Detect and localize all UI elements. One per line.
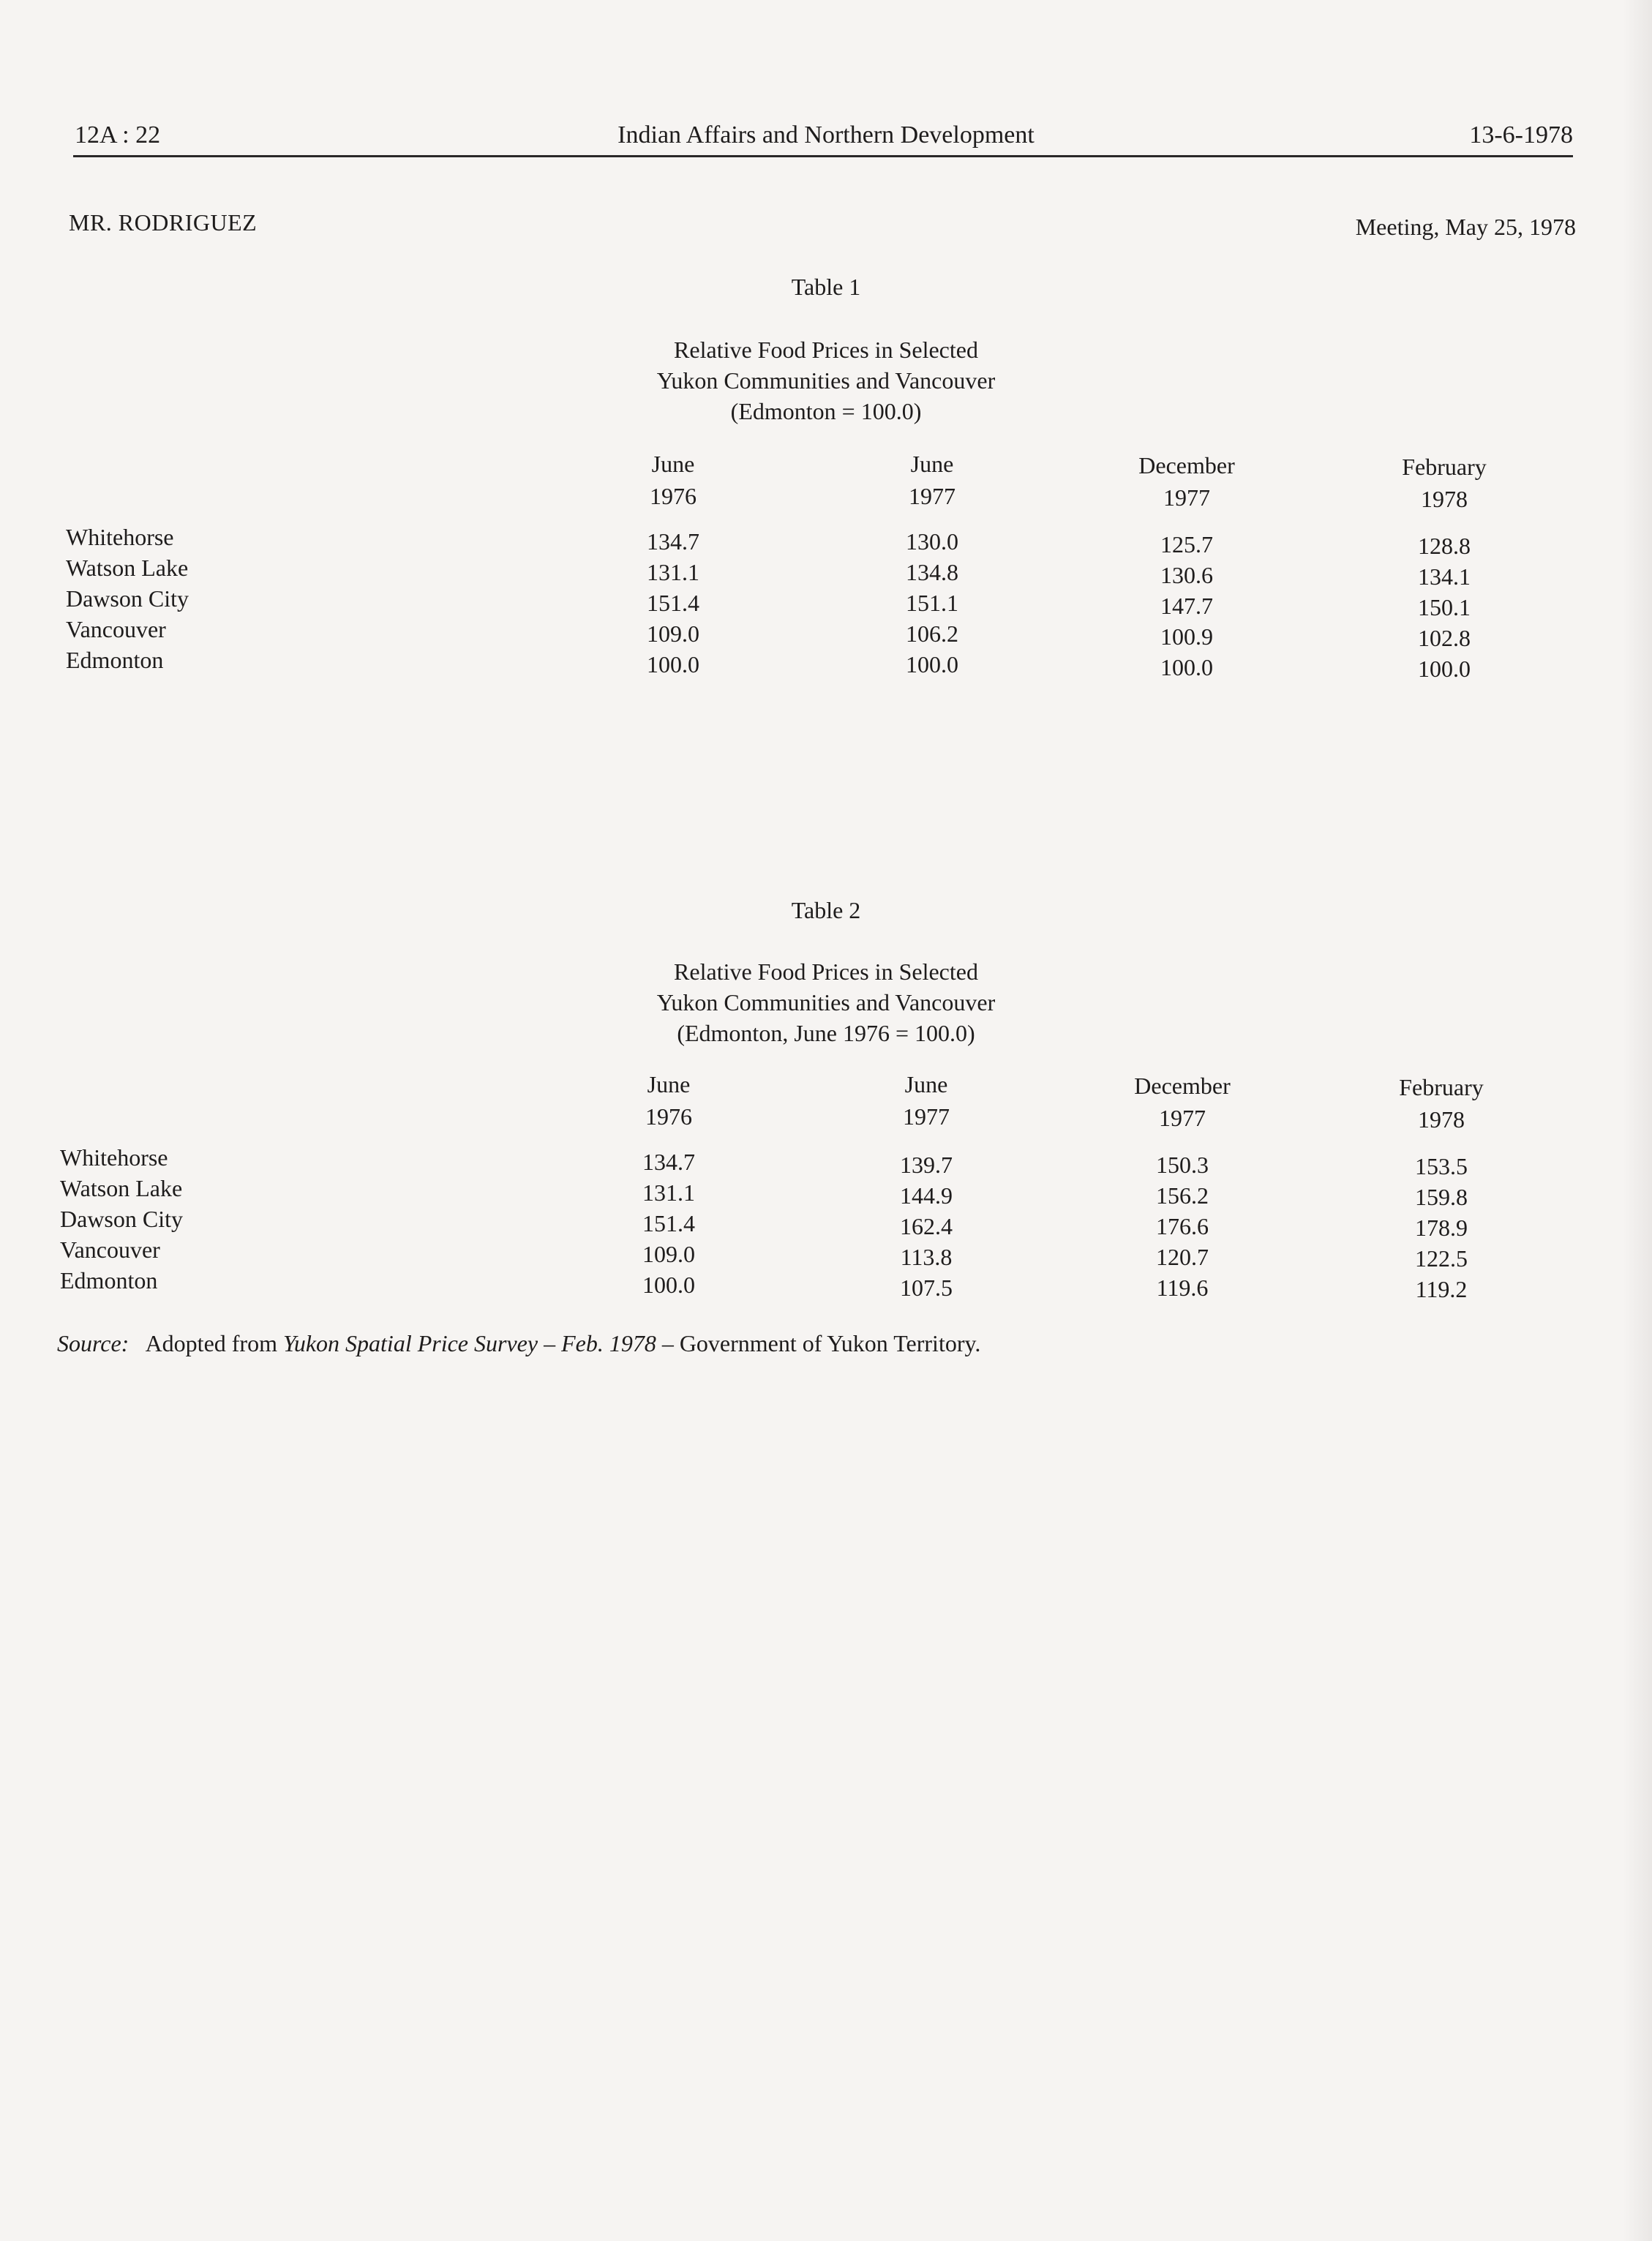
column-month: June — [647, 1071, 691, 1097]
table-cell: 107.5 — [900, 1275, 953, 1301]
table-caption-line: (Edmonton, June 1976 = 100.0) — [677, 1020, 975, 1046]
table-cell: 131.1 — [647, 559, 699, 585]
table-cell: 151.1 — [906, 590, 958, 616]
column-month: December — [1138, 452, 1235, 478]
table-cell: 162.4 — [900, 1213, 953, 1239]
row-label: Dawson City — [60, 1206, 183, 1232]
column-year: 1976 — [645, 1103, 692, 1130]
table-cell: 176.6 — [1156, 1213, 1209, 1239]
row-label: Watson Lake — [60, 1175, 183, 1201]
header-rule — [73, 155, 1573, 157]
table-cell: 156.2 — [1156, 1182, 1209, 1209]
table-cell: 130.0 — [906, 528, 958, 555]
table-cell: 134.1 — [1418, 563, 1471, 590]
source-note — [57, 1330, 980, 1357]
table-cell: 109.0 — [642, 1241, 695, 1267]
table-cell: 109.0 — [647, 620, 699, 647]
column-month: December — [1134, 1073, 1231, 1099]
table-title: Table 1 — [791, 274, 861, 300]
row-label: Vancouver — [60, 1236, 160, 1263]
table-cell: 125.7 — [1160, 531, 1213, 558]
table-cell: 151.4 — [647, 590, 699, 616]
table-cell: 139.7 — [900, 1152, 953, 1178]
column-month: February — [1399, 1074, 1484, 1100]
source-publication: Yukon Spatial Price Survey – Feb. 1978 — [282, 1330, 656, 1356]
table-cell: 150.1 — [1418, 594, 1471, 620]
source-suffix: – Government of Yukon Territory. — [661, 1330, 981, 1356]
column-header — [822, 448, 1042, 512]
table-caption-line: (Edmonton = 100.0) — [730, 398, 922, 424]
running-title: Indian Affairs and Northern Development — [617, 121, 1035, 149]
column-header — [816, 1068, 1036, 1133]
column-header — [563, 448, 783, 512]
table-caption-line: Yukon Communities and Vancouver — [656, 367, 996, 394]
table-cell: 119.6 — [1156, 1275, 1209, 1301]
table-cell: 122.5 — [1415, 1245, 1468, 1272]
column-year: 1977 — [1163, 484, 1210, 511]
speaker-name: MR. RODRIGUEZ — [69, 209, 258, 236]
table-cell: 153.5 — [1415, 1153, 1468, 1179]
table-cell: 119.2 — [1415, 1276, 1468, 1302]
column-month: February — [1402, 454, 1487, 480]
row-label: Dawson City — [66, 585, 189, 612]
table-cell: 159.8 — [1415, 1184, 1468, 1210]
table-cell: 178.9 — [1415, 1215, 1468, 1241]
column-month: June — [904, 1071, 948, 1097]
column-year: 1978 — [1421, 486, 1468, 512]
table-caption-line: Yukon Communities and Vancouver — [656, 989, 996, 1016]
table-cell: 134.7 — [647, 528, 699, 555]
column-year: 1977 — [903, 1103, 950, 1130]
table-cell: 113.8 — [900, 1244, 953, 1270]
row-label: Edmonton — [66, 647, 164, 673]
table-cell: 100.0 — [1418, 656, 1471, 682]
table-cell: 102.8 — [1418, 625, 1471, 651]
table-cell: 130.6 — [1160, 562, 1213, 588]
page-reference: 12A : 22 — [75, 121, 161, 149]
table-cell: 120.7 — [1156, 1244, 1209, 1270]
column-header — [1334, 451, 1554, 515]
table-cell: 134.8 — [906, 559, 958, 585]
table-caption-line: Relative Food Prices in Selected — [674, 958, 978, 985]
column-month: June — [651, 451, 695, 477]
row-label: Edmonton — [60, 1267, 158, 1294]
table-cell: 150.3 — [1156, 1152, 1209, 1178]
column-header — [1077, 449, 1296, 514]
source-label: Source: — [57, 1330, 129, 1356]
column-year: 1978 — [1418, 1106, 1465, 1133]
column-year: 1977 — [909, 483, 955, 509]
meeting-date: Meeting, May 25, 1978 — [1355, 214, 1576, 240]
row-label: Vancouver — [66, 616, 166, 642]
table-cell: 147.7 — [1160, 593, 1213, 619]
source-prefix: Adopted from — [145, 1330, 277, 1356]
row-label: Whitehorse — [66, 524, 174, 550]
header-date: 13-6-1978 — [1469, 121, 1573, 149]
table-cell: 100.9 — [1160, 623, 1213, 650]
table-cell: 106.2 — [906, 620, 958, 647]
table-cell: 128.8 — [1418, 533, 1471, 559]
table-cell: 100.0 — [642, 1272, 695, 1298]
table-cell: 100.0 — [647, 651, 699, 677]
table-cell: 144.9 — [900, 1182, 953, 1209]
table-title: Table 2 — [791, 897, 861, 923]
table-cell: 100.0 — [1160, 654, 1213, 680]
table-caption-line: Relative Food Prices in Selected — [674, 337, 978, 363]
column-month: June — [910, 451, 954, 477]
column-header — [1332, 1071, 1551, 1135]
column-year: 1977 — [1159, 1105, 1206, 1131]
table-cell: 134.7 — [642, 1149, 695, 1175]
table-cell: 151.4 — [642, 1210, 695, 1236]
row-label: Whitehorse — [60, 1144, 168, 1171]
column-year: 1976 — [650, 483, 697, 509]
table-cell: 100.0 — [906, 651, 958, 677]
table-cell: 131.1 — [642, 1179, 695, 1206]
column-header — [1073, 1070, 1292, 1134]
row-label: Watson Lake — [66, 555, 189, 581]
column-header — [559, 1068, 778, 1133]
